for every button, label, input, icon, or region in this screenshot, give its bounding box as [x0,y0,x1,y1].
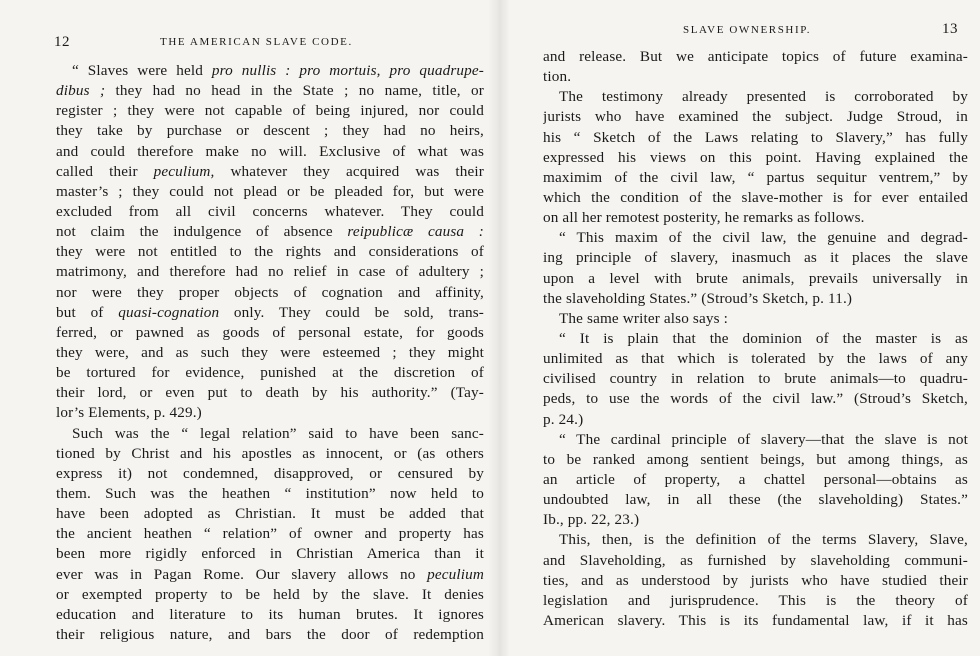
text-line: undoubted law, in all these (the slaveholding) States.” [543,491,968,509]
running-head: THE AMERICAN SLAVE CODE. [160,36,353,48]
text-line: tioned by Christ and his apostles as innocent, or (as others [56,444,484,462]
text-line: “ It is plain that the dominion of the master is as [559,329,968,347]
text-line: This, then, is the definition of the terms Slavery, Slave, [559,531,968,549]
text-line: or exempted property to be held by the slave. It denies [56,585,484,603]
text-line: called their peculium, whatever they acquired was their [56,162,484,180]
left-page-body [56,61,484,645]
text-line: expressed his views on this point. Having explained the [543,148,968,166]
text-line: register ; they were not capable of being injured, nor could [56,102,484,120]
text-line: and could therefore make no will. Exclusive of what was [56,142,484,160]
text-line: nor were they proper objects of cognation and affinity, [56,283,484,301]
text-line: ing principle of slavery, inasmuch as it places the slave [543,249,968,267]
text-line: which the condition of the slave-mother is for ever entailed [543,188,968,206]
text-line: them. Such was the heathen “ institution” now held to [56,484,484,502]
text-line: “ The cardinal principle of slavery—that the slave is not [559,430,968,448]
text-line: but of quasi-cognation only. They could be sold, trans- [56,303,484,321]
text-line: have been adopted as Christian. It must be added that [56,505,484,523]
text-line: to be ranked among sentient beings, but among things, as [543,450,968,468]
text-line: on all her remotest posterity, he remarks as follows. [543,209,865,227]
text-line: The testimony already presented is corroborated by [559,88,968,106]
right-page-header [498,21,980,41]
text-line: Ib., pp. 22, 23.) [543,511,640,529]
text-line: ever was in Pagan Rome. Our slavery allows no peculium [56,565,484,583]
text-line: Such was the “ legal relation” said to have been sanc- [72,424,484,442]
text-line: master’s ; they could not plead or be pleaded for, but were [56,182,484,200]
page-number: 12 [54,34,70,50]
text-line: legislation and jurisprudence. This is the theory of [543,591,968,609]
text-line: “ Slaves were held pro nullis : pro mortuis, pro quadrupe- [72,62,484,79]
text-line: the slaveholding States.” (Stroud’s Sketch, p. 11.) [543,289,853,307]
text-line: and release. But we anticipate topics of future examina- [543,48,968,65]
text-line: their religious nature, and bars the door of redemption [56,625,484,643]
text-line: p. 24.) [543,410,584,428]
text-line: express it) not condemned, disapproved, or censured by [56,464,484,482]
text-line: ties, and as understood by jurists who have studied their [543,571,968,589]
page-number: 13 [942,21,958,37]
text-line: “ This maxim of the civil law, the genuine and degrad- [559,229,968,247]
right-page-body [543,47,968,631]
text-line: be tortured for evidence, punished at the discretion of [56,364,484,382]
text-line: matrimony, and therefore had no relief in case of adultery ; [56,263,484,281]
text-line: civilised country in relation to brute animals—to quadru- [543,370,968,388]
text-line: lor’s Elements, p. 429.) [56,404,202,422]
text-line: an article of property, a chattel personal—obtains as [543,470,968,488]
text-line: maximim of the civil law, “ partus sequitur ventrem,” by [543,168,968,186]
text-line: tion. [543,68,572,86]
text-line: ferred, or pawned as goods of personal estate, for goods [56,323,484,341]
text-line: his “ Sketch of the Laws relating to Slavery,” has fully [543,128,968,146]
text-line: unlimited as that which is tolerated by the laws of any [543,350,968,368]
text-line: American slavery. This is its fundamental law, if it has [543,611,968,629]
text-line: jurists who have examined the subject. Judge Stroud, in [543,108,968,126]
text-line: they take by purchase or descent ; they had no heirs, [56,122,484,140]
left-page-header [0,34,498,54]
text-line: they were, and as such they were esteemed ; they might [56,343,484,361]
text-line: and Slaveholding, as furnished by slaveholding communi- [543,551,968,569]
text-line: excluded from all civil concerns whatever. They could [56,202,484,220]
text-line: been more rigidly enforced in Christian America than it [56,545,484,563]
text-line: peds, to use the words of the civil law.” (Stroud’s Sketch, [543,390,968,408]
running-head: SLAVE OWNERSHIP. [683,24,812,36]
text-line: they were not entitled to the rights and considerations of [56,243,484,261]
text-line: education and literature to its human brutes. It ignores [56,605,484,623]
text-line: the ancient heathen “ relation” of owner and property has [56,525,484,543]
right-page [498,0,980,656]
text-line: not claim the indulgence of absence reipublicæ causa : [56,223,484,241]
text-line: upon a level with brute animals, prevails universally in [543,269,968,287]
text-line: their lord, or even put to death by his authority.” (Tay- [56,384,484,402]
text-line: The same writer also says : [559,309,728,327]
text-line: dibus ; they had no head in the State ; no name, title, or [56,82,484,100]
